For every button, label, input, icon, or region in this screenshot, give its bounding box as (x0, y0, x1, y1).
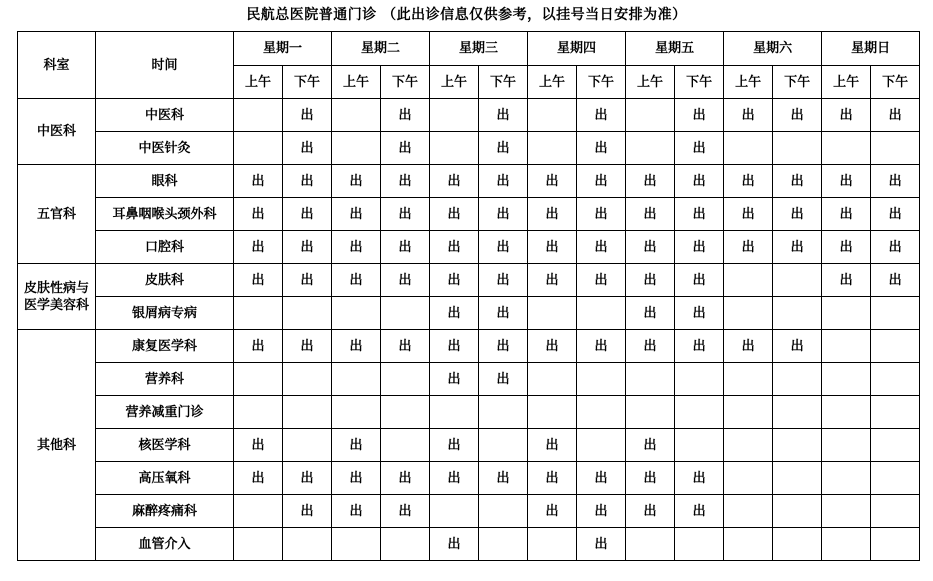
table-row (18, 528, 920, 561)
schedule-slot: 出 (430, 231, 479, 264)
schedule-slot (773, 462, 822, 495)
schedule-slot: 出 (430, 330, 479, 363)
schedule-slot (724, 297, 773, 330)
header-pm: 下午 (283, 66, 332, 99)
schedule-slot (626, 363, 675, 396)
schedule-slot: 出 (724, 198, 773, 231)
schedule-slot: 出 (234, 165, 283, 198)
clinic-name: 核医学科 (96, 429, 234, 462)
schedule-slot: 出 (675, 165, 724, 198)
department-name: 中医科 (18, 99, 96, 165)
schedule-slot: 出 (479, 132, 528, 165)
table-row (18, 132, 920, 165)
header-day: 星期日 (822, 32, 920, 66)
clinic-name: 高压氧科 (96, 462, 234, 495)
schedule-slot: 出 (528, 330, 577, 363)
schedule-slot (234, 495, 283, 528)
schedule-slot (626, 132, 675, 165)
schedule-slot: 出 (234, 231, 283, 264)
schedule-slot: 出 (871, 99, 920, 132)
schedule-slot: 出 (577, 264, 626, 297)
schedule-slot: 出 (822, 99, 871, 132)
header-pm: 下午 (871, 66, 920, 99)
schedule-slot: 出 (479, 165, 528, 198)
header-pm: 下午 (479, 66, 528, 99)
schedule-slot: 出 (577, 165, 626, 198)
schedule-slot (577, 363, 626, 396)
clinic-name: 眼科 (96, 165, 234, 198)
schedule-slot: 出 (283, 165, 332, 198)
schedule-slot (724, 363, 773, 396)
table-row (18, 363, 920, 396)
schedule-slot: 出 (822, 231, 871, 264)
schedule-slot: 出 (577, 528, 626, 561)
schedule-slot: 出 (822, 198, 871, 231)
schedule-slot (773, 297, 822, 330)
clinic-name: 中医针灸 (96, 132, 234, 165)
schedule-slot: 出 (626, 264, 675, 297)
schedule-slot: 出 (234, 429, 283, 462)
schedule-slot (381, 528, 430, 561)
schedule-slot: 出 (430, 429, 479, 462)
schedule-slot (528, 132, 577, 165)
clinic-name: 血管介入 (96, 528, 234, 561)
schedule-slot (234, 396, 283, 429)
schedule-slot: 出 (626, 495, 675, 528)
clinic-name: 康复医学科 (96, 330, 234, 363)
table-row (18, 462, 920, 495)
header-am: 上午 (626, 66, 675, 99)
schedule-slot (773, 495, 822, 528)
schedule-slot: 出 (234, 264, 283, 297)
schedule-slot (773, 363, 822, 396)
schedule-slot: 出 (675, 132, 724, 165)
schedule-slot (822, 297, 871, 330)
schedule-slot (724, 495, 773, 528)
schedule-slot: 出 (283, 495, 332, 528)
schedule-slot: 出 (528, 429, 577, 462)
schedule-slot (871, 495, 920, 528)
schedule-slot: 出 (675, 495, 724, 528)
department-name: 其他科 (18, 330, 96, 561)
schedule-slot: 出 (332, 231, 381, 264)
schedule-slot (724, 264, 773, 297)
schedule-slot: 出 (626, 231, 675, 264)
schedule-slot: 出 (283, 231, 332, 264)
department-name: 皮肤性病与医学美容科 (18, 264, 96, 330)
schedule-slot (822, 495, 871, 528)
schedule-slot (234, 363, 283, 396)
schedule-slot: 出 (528, 462, 577, 495)
table-row (18, 495, 920, 528)
table-row (18, 264, 920, 297)
schedule-slot (283, 429, 332, 462)
schedule-slot (822, 528, 871, 561)
schedule-slot: 出 (234, 330, 283, 363)
schedule-slot (430, 495, 479, 528)
schedule-slot: 出 (283, 264, 332, 297)
schedule-slot: 出 (626, 330, 675, 363)
clinic-name: 银屑病专病 (96, 297, 234, 330)
schedule-slot: 出 (528, 198, 577, 231)
header-day: 星期四 (528, 32, 626, 66)
header-row-days (18, 32, 920, 66)
schedule-slot (528, 99, 577, 132)
table-row (18, 198, 920, 231)
schedule-slot: 出 (479, 99, 528, 132)
schedule-slot (822, 330, 871, 363)
schedule-slot: 出 (381, 264, 430, 297)
table-row (18, 396, 920, 429)
header-am: 上午 (528, 66, 577, 99)
schedule-slot (626, 528, 675, 561)
schedule-slot: 出 (626, 462, 675, 495)
schedule-slot: 出 (479, 264, 528, 297)
header-day: 星期三 (430, 32, 528, 66)
schedule-slot (577, 429, 626, 462)
header-day: 星期二 (332, 32, 430, 66)
header-day: 星期一 (234, 32, 332, 66)
schedule-slot: 出 (430, 198, 479, 231)
schedule-slot: 出 (773, 99, 822, 132)
schedule-slot: 出 (528, 231, 577, 264)
schedule-slot: 出 (381, 231, 430, 264)
header-am: 上午 (430, 66, 479, 99)
schedule-slot: 出 (871, 264, 920, 297)
schedule-slot (381, 297, 430, 330)
schedule-slot: 出 (871, 198, 920, 231)
schedule-slot (381, 363, 430, 396)
table-row (18, 297, 920, 330)
schedule-slot: 出 (675, 297, 724, 330)
schedule-slot (773, 396, 822, 429)
schedule-slot: 出 (822, 264, 871, 297)
schedule-slot: 出 (332, 264, 381, 297)
page-title: 民航总医院普通门诊 （此出诊信息仅供参考，以挂号当日安排为准） (246, 7, 687, 23)
schedule-slot: 出 (577, 330, 626, 363)
schedule-slot (724, 132, 773, 165)
schedule-slot: 出 (675, 330, 724, 363)
schedule-slot: 出 (430, 165, 479, 198)
schedule-slot: 出 (577, 231, 626, 264)
clinic-name: 营养科 (96, 363, 234, 396)
schedule-slot: 出 (332, 165, 381, 198)
schedule-slot: 出 (822, 165, 871, 198)
schedule-slot: 出 (332, 495, 381, 528)
schedule-slot (822, 396, 871, 429)
schedule-slot: 出 (430, 297, 479, 330)
schedule-slot: 出 (283, 330, 332, 363)
schedule-slot (479, 528, 528, 561)
schedule-slot: 出 (479, 198, 528, 231)
schedule-slot (381, 429, 430, 462)
schedule-slot (871, 330, 920, 363)
schedule-slot: 出 (479, 363, 528, 396)
schedule-slot (773, 264, 822, 297)
header-dept: 科室 (18, 32, 96, 99)
header-time: 时间 (96, 32, 234, 99)
table-row (18, 231, 920, 264)
schedule-slot (234, 132, 283, 165)
schedule-slot: 出 (773, 198, 822, 231)
department-name: 五官科 (18, 165, 96, 264)
schedule-slot (283, 396, 332, 429)
schedule-slot: 出 (675, 231, 724, 264)
schedule-body (18, 32, 920, 561)
schedule-slot: 出 (577, 99, 626, 132)
schedule-slot: 出 (773, 165, 822, 198)
schedule-slot: 出 (381, 198, 430, 231)
table-row (18, 99, 920, 132)
schedule-slot (822, 462, 871, 495)
schedule-slot (332, 396, 381, 429)
schedule-slot: 出 (381, 165, 430, 198)
clinic-schedule-table (17, 31, 920, 561)
schedule-slot: 出 (773, 330, 822, 363)
schedule-slot (283, 297, 332, 330)
schedule-slot: 出 (577, 495, 626, 528)
schedule-slot (430, 99, 479, 132)
schedule-slot (871, 363, 920, 396)
schedule-slot: 出 (381, 495, 430, 528)
schedule-slot: 出 (724, 99, 773, 132)
header-pm: 下午 (675, 66, 724, 99)
schedule-slot (724, 396, 773, 429)
schedule-slot: 出 (381, 99, 430, 132)
schedule-slot: 出 (675, 198, 724, 231)
schedule-slot: 出 (724, 330, 773, 363)
schedule-slot: 出 (626, 198, 675, 231)
schedule-slot: 出 (626, 429, 675, 462)
header-pm: 下午 (577, 66, 626, 99)
schedule-slot: 出 (528, 495, 577, 528)
schedule-slot (871, 528, 920, 561)
schedule-slot (724, 528, 773, 561)
schedule-slot: 出 (479, 231, 528, 264)
schedule-slot: 出 (332, 198, 381, 231)
schedule-slot (332, 363, 381, 396)
schedule-slot: 出 (528, 264, 577, 297)
schedule-slot: 出 (626, 297, 675, 330)
schedule-slot: 出 (332, 429, 381, 462)
schedule-slot: 出 (871, 231, 920, 264)
schedule-slot (430, 132, 479, 165)
schedule-slot (871, 462, 920, 495)
header-am: 上午 (234, 66, 283, 99)
schedule-slot (577, 396, 626, 429)
schedule-slot: 出 (430, 264, 479, 297)
header-pm: 下午 (773, 66, 822, 99)
schedule-slot: 出 (283, 462, 332, 495)
schedule-slot: 出 (283, 99, 332, 132)
schedule-slot: 出 (381, 132, 430, 165)
schedule-slot (528, 363, 577, 396)
schedule-slot (871, 132, 920, 165)
schedule-slot (528, 396, 577, 429)
schedule-slot: 出 (577, 462, 626, 495)
schedule-slot (479, 396, 528, 429)
table-row (18, 165, 920, 198)
schedule-slot: 出 (675, 264, 724, 297)
schedule-slot: 出 (528, 165, 577, 198)
schedule-slot (332, 132, 381, 165)
schedule-slot: 出 (332, 462, 381, 495)
clinic-name: 耳鼻咽喉头颈外科 (96, 198, 234, 231)
header-day: 星期五 (626, 32, 724, 66)
schedule-slot: 出 (724, 165, 773, 198)
schedule-slot: 出 (430, 363, 479, 396)
schedule-slot (577, 297, 626, 330)
schedule-slot (822, 132, 871, 165)
schedule-slot (626, 99, 675, 132)
clinic-name: 营养减重门诊 (96, 396, 234, 429)
table-row (18, 429, 920, 462)
schedule-slot (822, 429, 871, 462)
schedule-slot (871, 396, 920, 429)
schedule-slot (430, 396, 479, 429)
clinic-name: 麻醉疼痛科 (96, 495, 234, 528)
schedule-slot (675, 429, 724, 462)
schedule-slot (234, 99, 283, 132)
schedule-slot: 出 (283, 132, 332, 165)
schedule-slot (283, 528, 332, 561)
header-day: 星期六 (724, 32, 822, 66)
schedule-slot: 出 (675, 99, 724, 132)
header-pm: 下午 (381, 66, 430, 99)
schedule-slot: 出 (234, 198, 283, 231)
schedule-slot (234, 528, 283, 561)
schedule-slot (773, 429, 822, 462)
schedule-slot (528, 297, 577, 330)
schedule-slot (871, 297, 920, 330)
clinic-name: 口腔科 (96, 231, 234, 264)
schedule-slot (479, 429, 528, 462)
table-row (18, 330, 920, 363)
schedule-slot: 出 (479, 330, 528, 363)
schedule-slot: 出 (773, 231, 822, 264)
schedule-slot (822, 363, 871, 396)
schedule-slot: 出 (577, 132, 626, 165)
header-am: 上午 (332, 66, 381, 99)
header-am: 上午 (822, 66, 871, 99)
schedule-slot (283, 363, 332, 396)
schedule-slot: 出 (430, 462, 479, 495)
schedule-slot: 出 (479, 462, 528, 495)
schedule-slot (724, 462, 773, 495)
header-am: 上午 (724, 66, 773, 99)
schedule-slot: 出 (381, 330, 430, 363)
schedule-slot: 出 (430, 528, 479, 561)
schedule-slot (871, 429, 920, 462)
schedule-slot (332, 528, 381, 561)
schedule-slot (773, 132, 822, 165)
schedule-slot: 出 (577, 198, 626, 231)
schedule-slot: 出 (332, 330, 381, 363)
schedule-slot: 出 (675, 462, 724, 495)
schedule-slot (724, 429, 773, 462)
schedule-slot: 出 (283, 198, 332, 231)
schedule-slot (234, 297, 283, 330)
schedule-slot (479, 495, 528, 528)
clinic-name: 中医科 (96, 99, 234, 132)
schedule-slot: 出 (626, 165, 675, 198)
schedule-slot (332, 99, 381, 132)
clinic-name: 皮肤科 (96, 264, 234, 297)
schedule-slot: 出 (234, 462, 283, 495)
schedule-slot (773, 528, 822, 561)
schedule-slot: 出 (479, 297, 528, 330)
schedule-slot (675, 363, 724, 396)
schedule-slot (332, 297, 381, 330)
schedule-slot: 出 (871, 165, 920, 198)
schedule-slot (675, 528, 724, 561)
schedule-slot (381, 396, 430, 429)
schedule-slot: 出 (724, 231, 773, 264)
schedule-slot (626, 396, 675, 429)
schedule-slot (528, 528, 577, 561)
schedule-slot (675, 396, 724, 429)
schedule-slot: 出 (381, 462, 430, 495)
